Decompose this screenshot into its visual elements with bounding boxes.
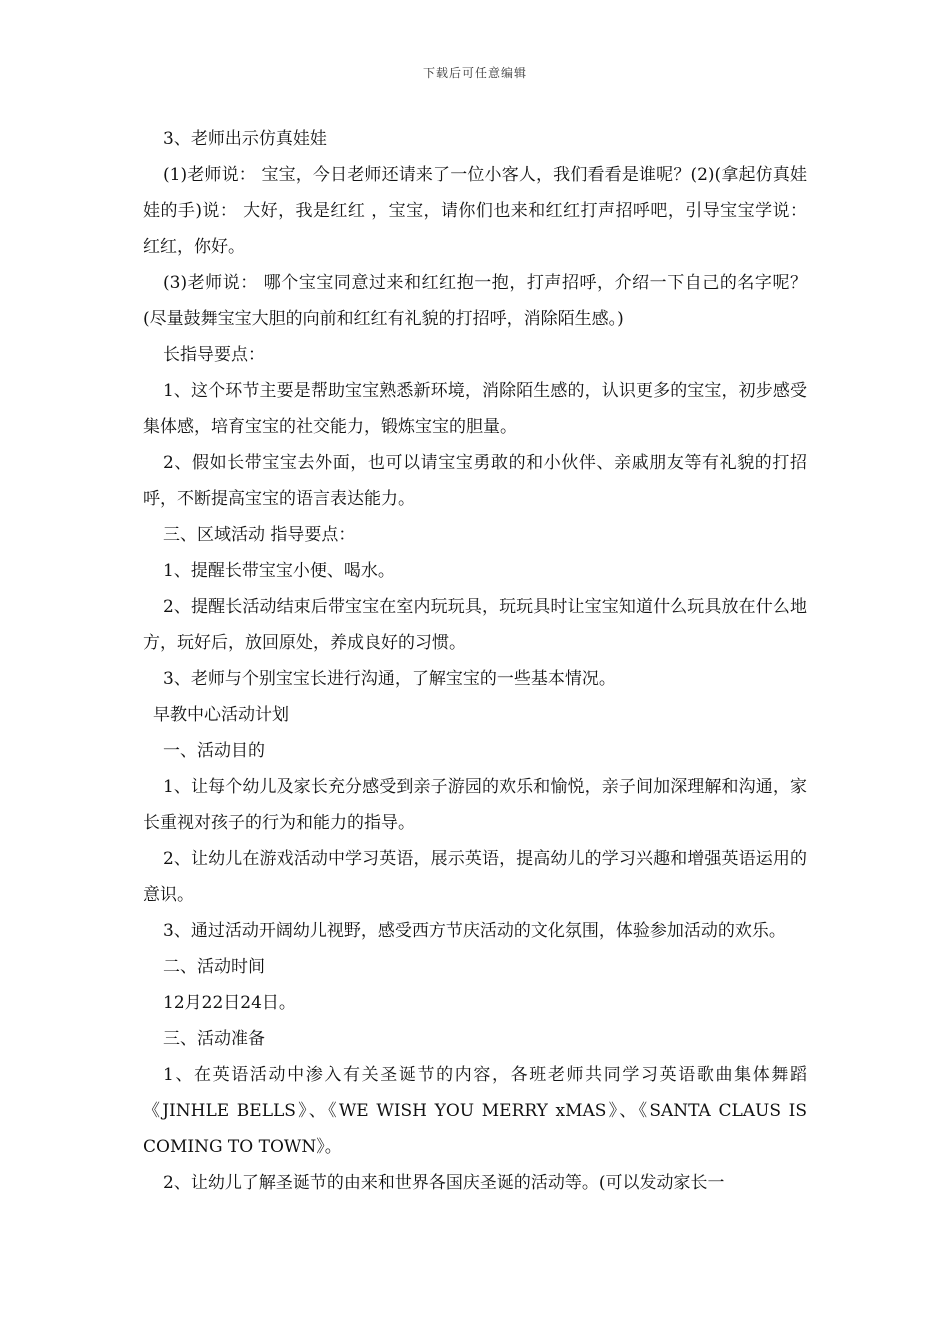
paragraph: 1、这个环节主要是帮助宝宝熟悉新环境，消除陌生感的，认识更多的宝宝，初步感受集体感，培育宝宝的社交能力，锻炼宝宝的胆量。: [143, 381, 807, 437]
paragraph: 3、通过活动开阔幼儿视野，感受西方节庆活动的文化氛围，体验参加活动的欢乐。: [163, 921, 786, 941]
paragraph: 一、活动目的: [163, 741, 265, 761]
paragraph: 2、提醒长活动结束后带宝宝在室内玩玩具，玩玩具时让宝宝知道什么玩具放在什么地方，玩好后，放回原处，养成良好的习惯。: [143, 597, 807, 653]
paragraph: 2、假如长带宝宝去外面，也可以请宝宝勇敢的和小伙伴、亲戚朋友等有礼貌的打招呼，不断提高宝宝的语言表达能力。: [143, 453, 807, 509]
section-heading: 早教中心活动计划: [153, 705, 289, 725]
paragraph: 3、老师出示仿真娃娃: [163, 129, 327, 149]
paragraph: 2、让幼儿在游戏活动中学习英语，展示英语，提高幼儿的学习兴趣和增强英语运用的意识。: [143, 849, 807, 905]
paragraph: 三、活动准备: [163, 1029, 265, 1049]
paragraph: 二、活动时间: [163, 957, 265, 977]
paragraph: 长指导要点：: [163, 345, 265, 365]
paragraph: 3、老师与个别宝宝长进行沟通，了解宝宝的一些基本情况。: [163, 669, 616, 689]
paragraph: (3)老师说： 哪个宝宝同意过来和红红抱一抱，打声招呼，介绍一下自己的名字呢？(尽量鼓舞宝宝大胆的向前和红红有礼貌的打招呼，消除陌生感。): [143, 273, 807, 329]
paragraph: 1、让每个幼儿及家长充分感受到亲子游园的欢乐和愉悦，亲子间加深理解和沟通，家长重视对孩子的行为和能力的指导。: [143, 777, 807, 833]
paragraph: 三、区域活动 指导要点：: [163, 525, 356, 545]
paragraph: 2、让幼儿了解圣诞节的由来和世界各国庆圣诞的活动等。(可以发动家长一: [163, 1173, 725, 1193]
paragraph: 12月22日24日。: [163, 993, 296, 1013]
paragraph: (1)老师说： 宝宝，今日老师还请来了一位小客人，我们看看是谁呢？(2)(拿起仿真娃娃的手)说： 大好，我是红红 ，宝宝，请你们也来和红红打声招呼吧，引导宝宝学说： 红红，你好。: [143, 165, 807, 257]
paragraph: 1、提醒长带宝宝小便、喝水。: [163, 561, 395, 581]
page-header: 下载后可任意编辑: [422, 66, 527, 80]
paragraph: 1、在英语活动中渗入有关圣诞节的内容，各班老师共同学习英语歌曲集体舞蹈《JINHLE BELLS》、《WE WISH YOU MERRY xMAS》、《SANTA CLAUS IS COMING TO TOWN》。: [143, 1065, 807, 1157]
document-body: [143, 121, 807, 1201]
